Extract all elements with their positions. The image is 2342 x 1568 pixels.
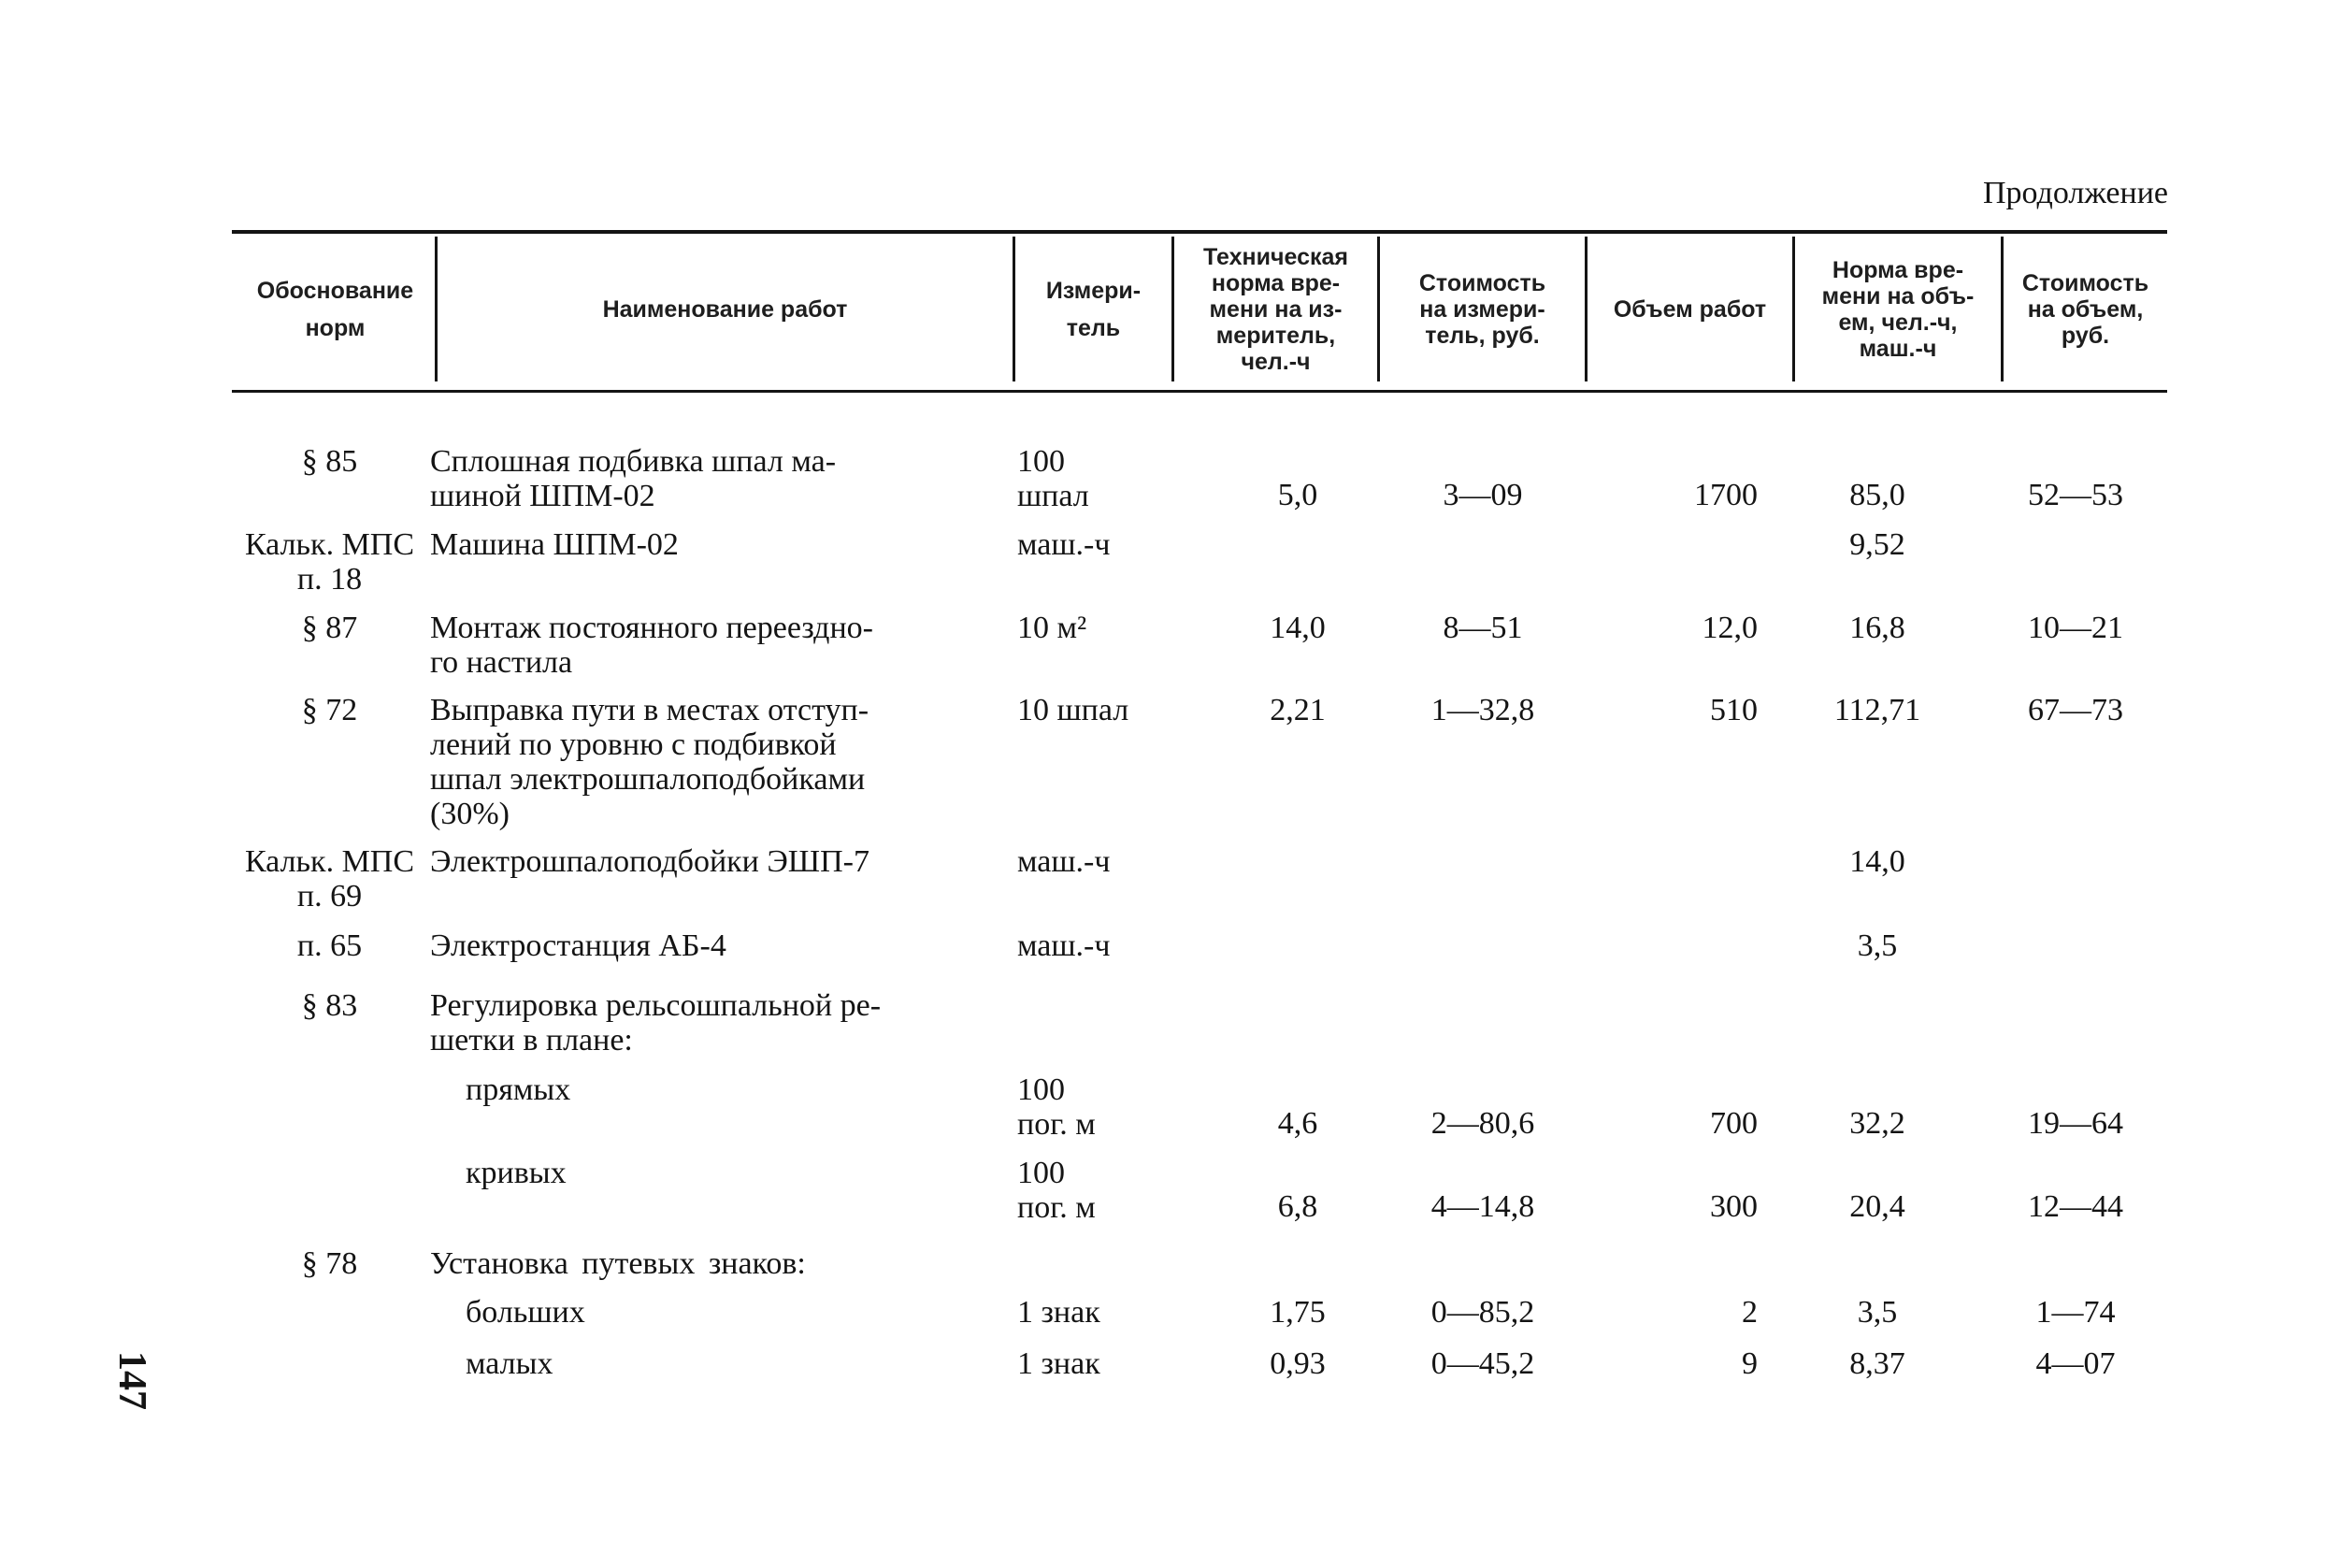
row-unit: 1 знак	[1017, 1295, 1100, 1330]
row-cost-volume: 4—07	[2035, 1346, 2116, 1381]
row-cost-unit: 4—14,8	[1430, 1189, 1535, 1224]
row-volume: 300	[1710, 1189, 1758, 1224]
header-bottom-rule	[232, 390, 2167, 393]
row-cost-volume: 67—73	[2028, 693, 2123, 727]
row-cost-unit: 0—85,2	[1430, 1295, 1535, 1330]
header-basis: Обоснование норм	[256, 277, 414, 341]
row-name: Сплошная подбивка шпал ма- шиной ШПМ-02	[430, 444, 837, 513]
row-unit: маш.-ч	[1017, 527, 1111, 562]
header-norm-volume: Норма вре- мени на объ- ем, чел.-ч, маш.-ч	[1821, 256, 1975, 362]
header-unit: Измери- тель	[1045, 277, 1142, 341]
row-name: малых	[466, 1346, 553, 1381]
row-name: Выправка пути в местах отступ- лений по уровню с подбивкой шпал электрошпалоподбойками (30%)	[430, 693, 869, 831]
row-cost-unit: 0—45,2	[1430, 1346, 1535, 1381]
row-cost-unit: 1—32,8	[1430, 693, 1535, 727]
row-basis: § 87	[301, 611, 358, 645]
row-basis: § 72	[301, 693, 358, 727]
row-unit: 100 шпал	[1017, 444, 1089, 513]
row-name: Монтаж постоянного переездно- го настила	[430, 611, 873, 680]
row-volume: 12,0	[1702, 611, 1758, 645]
row-unit: 1 знак	[1017, 1346, 1100, 1381]
row-cost-unit: 8—51	[1443, 611, 1523, 645]
row-basis: § 78	[301, 1246, 358, 1281]
row-name: Электростанция АБ-4	[430, 928, 726, 963]
row-basis: Кальк. МПС п. 69	[244, 844, 415, 913]
row-tech-norm: 1,75	[1270, 1295, 1326, 1330]
row-unit: 10 шпал	[1017, 693, 1129, 727]
page-number: 147	[110, 1351, 153, 1410]
row-cost-unit: 3—09	[1443, 478, 1523, 512]
row-basis: § 85	[301, 444, 358, 479]
row-tech-norm: 4,6	[1277, 1106, 1318, 1141]
row-volume: 700	[1710, 1106, 1758, 1141]
header-volume: Объем работ	[1613, 295, 1767, 323]
row-tech-norm: 2,21	[1270, 693, 1326, 727]
row-norm-volume: 3,5	[1857, 1295, 1898, 1330]
row-norm-volume: 85,0	[1849, 478, 1905, 512]
header-cost-volume: Стоимость на объем, руб.	[2021, 269, 2149, 349]
row-cost-unit: 2—80,6	[1430, 1106, 1535, 1141]
row-basis: п. 65	[296, 928, 363, 963]
row-unit: маш.-ч	[1017, 844, 1111, 879]
row-volume: 510	[1710, 693, 1758, 727]
row-unit: 100 пог. м	[1017, 1072, 1096, 1142]
row-name: больших	[466, 1295, 585, 1330]
row-cost-volume: 10—21	[2028, 611, 2123, 645]
continuation-label: Продолжение	[1982, 176, 2168, 210]
row-norm-volume: 9,52	[1849, 527, 1905, 562]
row-cost-volume: 19—64	[2028, 1106, 2123, 1141]
row-tech-norm: 5,0	[1277, 478, 1318, 512]
header-tech-norm: Техническая норма вре- мени на из- меритель, чел.-ч	[1203, 243, 1348, 375]
row-tech-norm: 0,93	[1270, 1346, 1326, 1381]
header-cost-unit: Стоимость на измери- тель, руб.	[1418, 269, 1546, 349]
row-volume: 9	[1742, 1346, 1758, 1381]
row-tech-norm: 6,8	[1277, 1189, 1318, 1224]
row-norm-volume: 32,2	[1849, 1106, 1905, 1141]
row-cost-volume: 1—74	[2035, 1295, 2116, 1330]
row-name: Машина ШПМ-02	[430, 527, 679, 562]
row-norm-volume: 8,37	[1849, 1346, 1905, 1381]
row-name: кривых	[466, 1156, 567, 1190]
row-unit: 10 м²	[1017, 611, 1087, 645]
table-top-rule	[232, 230, 2167, 234]
row-unit: 100 пог. м	[1017, 1156, 1096, 1225]
row-unit: маш.-ч	[1017, 928, 1111, 963]
row-norm-volume: 3,5	[1857, 928, 1898, 963]
row-volume: 2	[1742, 1295, 1758, 1330]
row-basis: § 83	[301, 988, 358, 1023]
row-volume: 1700	[1694, 478, 1758, 512]
row-tech-norm: 14,0	[1270, 611, 1326, 645]
row-name: Электрошпалоподбойки ЭШП-7	[430, 844, 869, 879]
row-name: Регулировка рельсошпальной ре- шетки в плане:	[430, 988, 882, 1057]
row-norm-volume: 20,4	[1849, 1189, 1905, 1224]
row-name: прямых	[466, 1072, 571, 1107]
row-norm-volume: 16,8	[1849, 611, 1905, 645]
row-name: Установка путевых знаков:	[430, 1246, 806, 1281]
row-cost-volume: 12—44	[2028, 1189, 2123, 1224]
row-norm-volume: 112,71	[1833, 693, 1921, 727]
row-norm-volume: 14,0	[1849, 844, 1905, 879]
header-name: Наименование работ	[602, 295, 848, 323]
row-basis: Кальк. МПС п. 18	[244, 527, 415, 597]
row-cost-volume: 52—53	[2028, 478, 2123, 512]
